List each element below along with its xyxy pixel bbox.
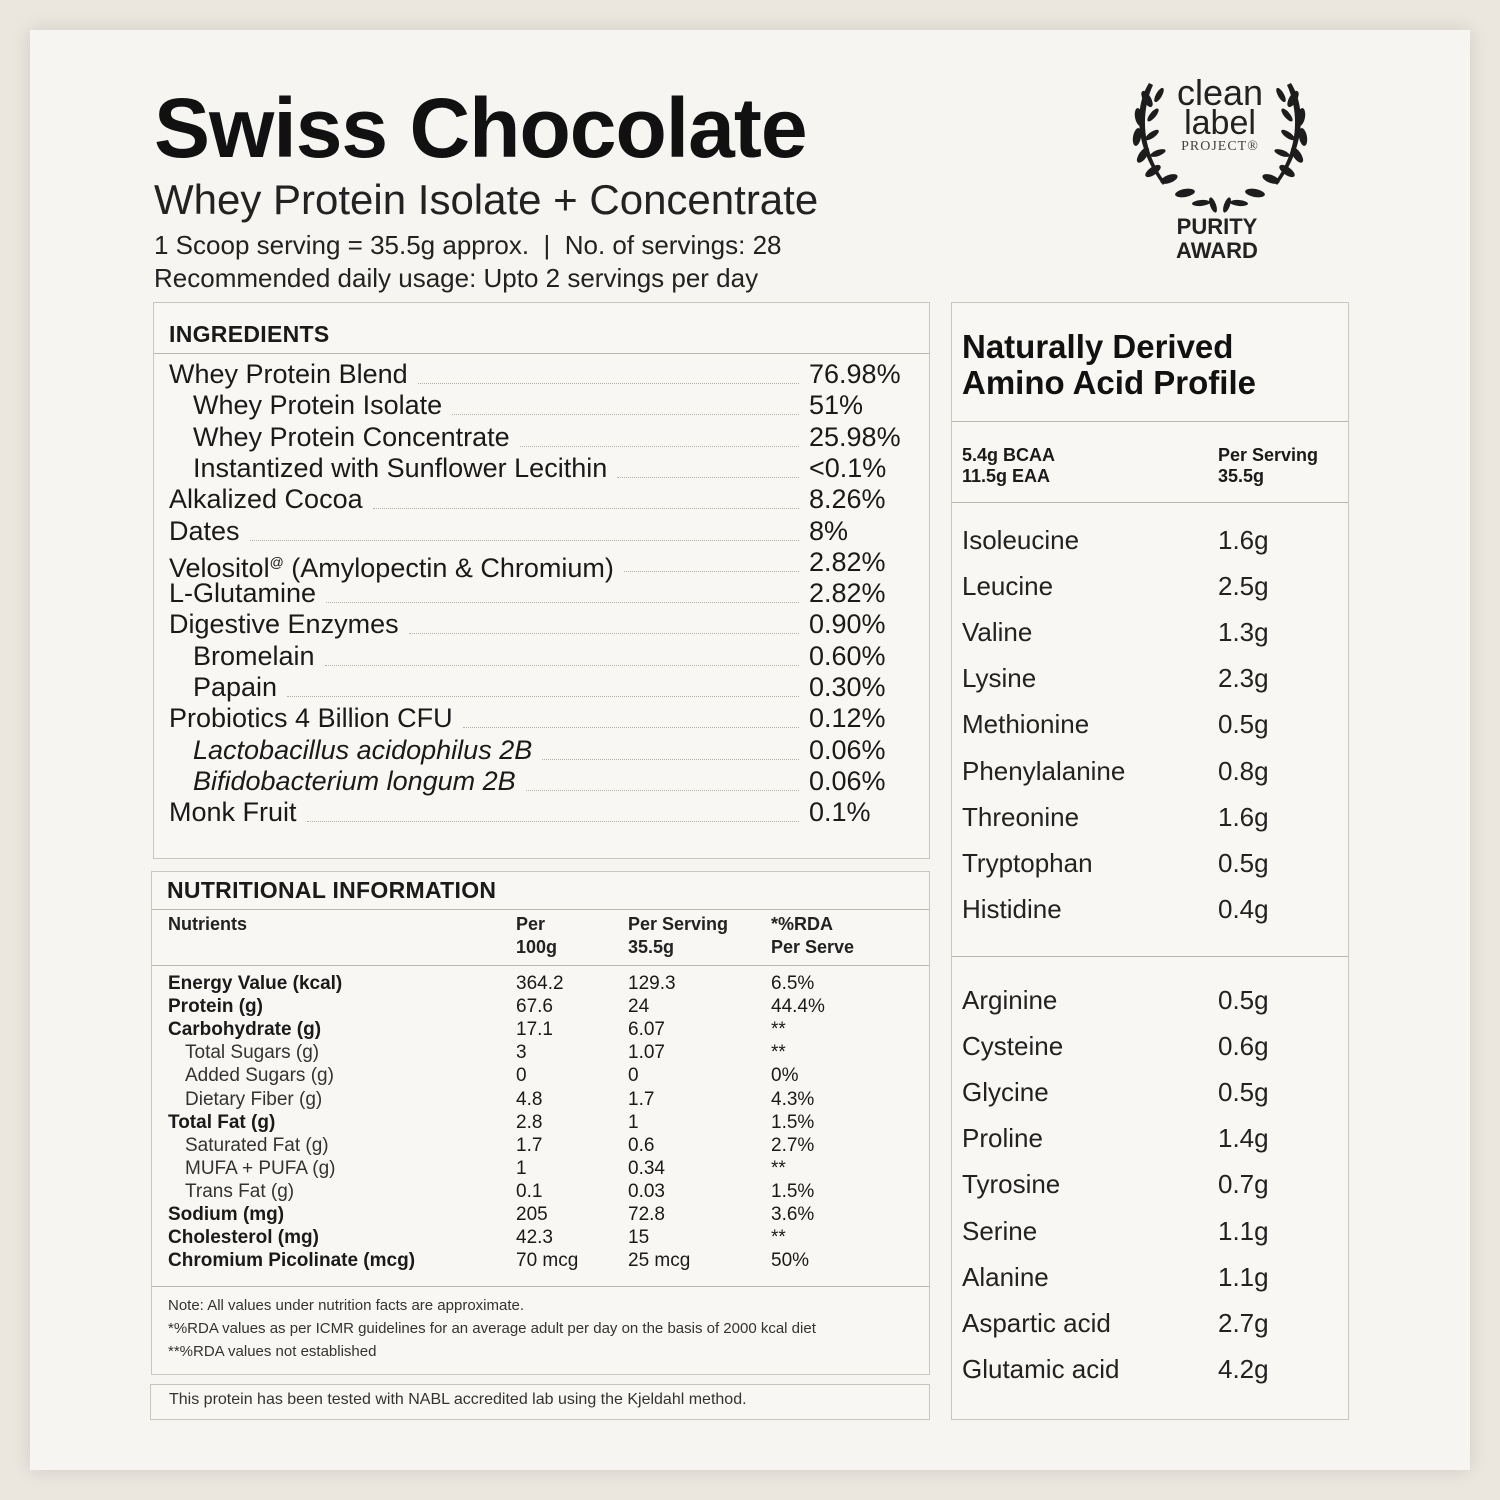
value-per-100g: 67.6: [516, 996, 553, 1018]
ingredient-percent: 2.82%: [809, 578, 886, 609]
value-rda: **: [771, 1042, 786, 1064]
value-rda: 6.5%: [771, 973, 815, 994]
ingredient-row: [154, 609, 929, 640]
note-rda-icmr: *%RDA values as per ICMR guidelines for an average adult per day on the basis of 2000 kcal diet: [168, 1320, 816, 1337]
col-header-per100g: [516, 913, 557, 959]
ingredient-percent: 51%: [809, 390, 864, 421]
amino-acid-name: Threonine: [962, 801, 1080, 832]
amino-acid-name: Serine: [962, 1215, 1038, 1246]
amino-acid-name: Proline: [962, 1123, 1043, 1154]
dot-leader: [526, 790, 799, 791]
dot-leader: [418, 383, 799, 384]
amino-acid-name: Tyrosine: [962, 1169, 1061, 1200]
col-header-rda: [771, 913, 854, 959]
ingredient-name: [169, 516, 240, 547]
amino-acid-name: Cysteine: [962, 1031, 1064, 1062]
amino-acid-row: [952, 704, 1348, 744]
amino-acid-value: 2.5g: [1218, 571, 1269, 602]
ingredient-percent: 25.98%: [809, 421, 901, 452]
amino-acid-value: 0.5g: [1218, 847, 1269, 878]
dot-leader: [250, 540, 799, 541]
dot-leader: [326, 602, 799, 603]
amino-acid-row: [952, 797, 1348, 837]
ingredient-name-text: Whey Protein Isolate: [193, 390, 443, 421]
ingredient-name-text: Probiotics 4 Billion CFU: [169, 703, 453, 734]
ingredient-row: [154, 422, 929, 453]
ingredient-name-text: Lactobacillus acidophilus 2B: [193, 734, 533, 765]
amino-acid-row: [952, 1257, 1348, 1297]
ingredient-row: [154, 641, 929, 672]
ingredient-percent: 0.1%: [809, 797, 871, 828]
value-per-serving: 129.3: [628, 973, 676, 994]
amino-acid-row: [952, 980, 1348, 1020]
amino-acid-value: 1.6g: [1218, 525, 1269, 555]
table-row: [152, 995, 929, 1018]
usage-info: Recommended daily usage: Upto 2 servings per day: [154, 263, 759, 293]
amino-acid-name: Glycine: [962, 1077, 1049, 1108]
ingredient-percent: 0.06%: [809, 734, 886, 765]
ingredient-name: [193, 672, 277, 703]
ingredient-row: [154, 766, 929, 797]
value-rda: 1.5%: [771, 1111, 815, 1133]
amino-per-serving-header: [1218, 445, 1318, 487]
value-per-100g: 364.2: [516, 973, 564, 994]
ingredient-percent: 0.60%: [809, 640, 886, 671]
seal-text-purity: PURITY: [1176, 214, 1258, 239]
amino-acid-panel: [951, 302, 1349, 1420]
ingredient-name: [169, 484, 363, 515]
col-header-per-serving: [628, 913, 728, 959]
table-row: [152, 1134, 929, 1157]
amino-acid-value: 0.5g: [1218, 709, 1269, 740]
ingredient-row: [154, 453, 929, 484]
ingredient-row: [154, 735, 929, 766]
col-header-rda-line1: *%RDA: [771, 914, 834, 934]
dot-leader: [409, 633, 799, 634]
ingredient-percent: 8.26%: [809, 484, 886, 515]
nutrient-name: Protein (g): [168, 996, 263, 1018]
seal-text-label: label: [1184, 104, 1256, 142]
table-row: [152, 1203, 929, 1226]
nutrient-name: Energy Value (kcal): [168, 973, 343, 994]
divider: [152, 1286, 929, 1287]
ingredient-name: [193, 641, 315, 672]
value-per-100g: 4.8: [516, 1088, 543, 1110]
ingredient-percent: 0.30%: [809, 672, 886, 702]
ingredient-row: [154, 390, 929, 421]
amino-acid-row: [952, 1118, 1348, 1158]
amino-per-serving-line1: Per Serving: [1218, 445, 1319, 465]
amino-title-line1: Naturally Derived: [962, 328, 1234, 365]
col-header-per-serving-line1: Per Serving: [628, 914, 729, 934]
value-rda: **: [771, 1157, 786, 1179]
amino-acid-row: [952, 1211, 1348, 1251]
value-per-serving: 24: [628, 996, 650, 1018]
amino-acid-value: 0.7g: [1218, 1169, 1269, 1200]
nutrition-panel: [151, 871, 930, 1375]
ingredient-name: [169, 578, 316, 609]
nutrient-name: Dietary Fiber (g): [185, 1088, 323, 1110]
amino-acid-name: Leucine: [962, 571, 1054, 602]
value-per-serving: 0.6: [628, 1134, 655, 1156]
value-per-100g: 42.3: [516, 1227, 553, 1249]
ingredient-row: [154, 546, 929, 583]
value-per-100g: 205: [516, 1204, 548, 1225]
dot-leader: [542, 759, 799, 760]
amino-acid-row: [952, 612, 1348, 652]
amino-acid-value: 0.8g: [1218, 755, 1269, 786]
value-per-serving: 1: [628, 1111, 639, 1133]
label-page: [30, 30, 1470, 1470]
note-approximate: Note: All values under nutrition facts are approximate.: [168, 1297, 525, 1314]
value-rda: **: [771, 1227, 786, 1249]
dot-leader: [307, 821, 799, 822]
value-per-serving: 1.7: [628, 1088, 655, 1110]
nutrient-name: Chromium Picolinate (mcg): [168, 1250, 416, 1272]
value-per-100g: 3: [516, 1042, 527, 1064]
amino-acid-value: 2.3g: [1218, 663, 1269, 694]
ingredient-percent: <0.1%: [809, 452, 887, 483]
seal-text-project: PROJECT®: [1181, 139, 1259, 154]
value-rda: 4.3%: [771, 1088, 815, 1110]
divider: [152, 965, 929, 966]
amino-acid-value: 1.4g: [1218, 1123, 1269, 1154]
amino-acid-name: Lysine: [962, 663, 1037, 694]
ingredient-percent: 76.98%: [809, 359, 901, 389]
ingredient-name-text: Monk Fruit: [169, 797, 297, 828]
amino-acid-name: Isoleucine: [962, 525, 1080, 555]
col-header-per100g-line1: Per: [516, 914, 546, 934]
ingredient-name-text: Whey Protein Blend: [169, 359, 408, 389]
ingredient-name-text: Digestive Enzymes: [169, 609, 399, 640]
col-header-per100g-line2: 100g: [516, 937, 558, 957]
value-rda: 50%: [771, 1250, 810, 1272]
table-row: [152, 1180, 929, 1203]
ingredient-row: [154, 578, 929, 609]
value-per-serving: 6.07: [628, 1019, 665, 1041]
amino-acid-value: 1.3g: [1218, 617, 1269, 648]
dot-leader: [287, 696, 799, 697]
seal-text-award: AWARD: [1176, 238, 1258, 263]
ingredient-trademark: @: [269, 553, 284, 570]
dot-leader: [624, 571, 799, 572]
dot-leader: [325, 665, 799, 666]
value-rda: **: [771, 1019, 786, 1041]
amino-acid-row: [952, 889, 1348, 929]
value-rda: 2.7%: [771, 1134, 815, 1156]
value-per-serving: 1.07: [628, 1042, 665, 1064]
col-header-rda-line2: Per Serve: [771, 937, 855, 957]
table-row: [152, 1157, 929, 1180]
value-per-100g: 0: [516, 1065, 527, 1087]
col-header-per-serving-line2: 35.5g: [628, 937, 675, 957]
amino-title-line2: Amino Acid Profile: [962, 364, 1256, 401]
amino-acid-value: 1.6g: [1218, 801, 1269, 832]
amino-acid-name: Aspartic acid: [962, 1307, 1111, 1338]
value-rda: 1.5%: [771, 1180, 815, 1202]
amino-acid-name: Arginine: [962, 985, 1058, 1015]
amino-acid-value: 0.5g: [1218, 1077, 1269, 1108]
page-title: Swiss Chocolate: [154, 81, 807, 175]
value-per-serving: 0.34: [628, 1157, 665, 1179]
amino-acid-value: 2.7g: [1218, 1307, 1269, 1338]
table-row: [152, 1226, 929, 1249]
table-row: [152, 972, 929, 995]
value-per-100g: 0.1: [516, 1180, 543, 1202]
bcaa-total: 5.4g BCAA: [962, 445, 1056, 465]
col-header-nutrients: Nutrients: [168, 914, 248, 934]
value-rda: 3.6%: [771, 1204, 815, 1225]
value-per-serving: 72.8: [628, 1204, 665, 1225]
amino-acid-value: 1.1g: [1218, 1261, 1269, 1292]
ingredient-percent: 0.06%: [809, 765, 886, 796]
ingredient-percent: 0.12%: [809, 703, 886, 734]
ingredient-name-text: L-Glutamine: [169, 578, 317, 609]
amino-acid-row: [952, 1349, 1348, 1389]
ingredients-title: INGREDIENTS: [169, 321, 330, 347]
seal-text-clean: clean: [1176, 72, 1264, 113]
amino-acid-row: [952, 520, 1348, 560]
ingredient-name: [169, 359, 408, 390]
amino-acid-row: [952, 843, 1348, 883]
ingredient-name: [169, 703, 453, 734]
amino-acid-row: [952, 566, 1348, 606]
table-row: [152, 1249, 929, 1272]
ingredient-percent: 2.82%: [809, 546, 886, 577]
dot-leader: [617, 477, 799, 478]
amino-acid-row: [952, 1164, 1348, 1204]
value-per-serving: 0: [628, 1065, 639, 1087]
value-per-100g: 1.7: [516, 1134, 543, 1156]
product-subtitle: Whey Protein Isolate + Concentrate: [154, 176, 819, 223]
ingredient-name-text: Papain: [193, 672, 278, 702]
ingredient-row: [154, 703, 929, 734]
ingredient-name: [169, 797, 297, 828]
value-per-serving: 15: [628, 1227, 650, 1249]
amino-acid-name: Histidine: [962, 893, 1062, 924]
ingredient-name-text: Whey Protein Concentrate: [193, 421, 510, 452]
value-rda: 44.4%: [771, 996, 825, 1018]
amino-acid-value: 1.1g: [1218, 1215, 1269, 1246]
table-row: [152, 1111, 929, 1134]
dot-leader: [463, 727, 799, 728]
ingredient-name: [193, 453, 607, 484]
ingredient-row: [154, 797, 929, 828]
nutrition-title: NUTRITIONAL INFORMATION: [167, 877, 497, 903]
amino-acid-value: 0.4g: [1218, 893, 1269, 924]
dot-leader: [452, 414, 799, 415]
amino-acid-name: Tryptophan: [962, 847, 1093, 878]
ingredient-percent: 8%: [809, 515, 849, 546]
divider: [152, 909, 929, 910]
testing-note: This protein has been tested with NABL accredited lab using the Kjeldahl method.: [169, 1391, 747, 1408]
eaa-total: 11.5g EAA: [962, 466, 1051, 486]
nutrient-name: Cholesterol (mg): [168, 1227, 319, 1249]
value-per-100g: 70 mcg: [516, 1250, 579, 1272]
nutrient-name: Trans Fat (g): [185, 1180, 295, 1202]
dot-leader: [373, 508, 799, 509]
dot-leader: [520, 446, 799, 447]
table-row: [152, 1088, 929, 1111]
amino-acid-row: [952, 658, 1348, 698]
ingredient-name-text: Bromelain: [193, 640, 315, 671]
seal-award-text: [1125, 215, 1309, 263]
ingredient-row: [154, 516, 929, 547]
value-per-100g: 17.1: [516, 1019, 553, 1041]
nutrient-name: Total Fat (g): [168, 1111, 276, 1133]
ingredient-percent: 0.90%: [809, 609, 886, 640]
nutrient-name: Saturated Fat (g): [185, 1134, 329, 1156]
divider: [154, 353, 929, 354]
ingredient-name-text: Dates: [169, 515, 240, 546]
amino-acid-value: 0.5g: [1218, 985, 1269, 1015]
ingredient-name-text: Instantized with Sunflower Lecithin: [193, 452, 608, 483]
ingredient-name-text: Bifidobacterium longum 2B: [193, 765, 516, 796]
amino-acid-name: Valine: [962, 617, 1033, 648]
value-per-100g: 2.8: [516, 1111, 543, 1133]
amino-acid-row: [952, 1026, 1348, 1066]
amino-per-serving-line2: 35.5g: [1218, 466, 1265, 486]
amino-acid-name: Phenylalanine: [962, 755, 1126, 786]
divider: [952, 421, 1348, 422]
amino-acid-row: [952, 1072, 1348, 1112]
table-row: [152, 1018, 929, 1041]
amino-acid-value: 4.2g: [1218, 1353, 1269, 1384]
amino-acid-name: Methionine: [962, 709, 1090, 740]
ingredient-name: [193, 390, 442, 421]
value-per-100g: 1: [516, 1157, 527, 1179]
nutrient-name: Total Sugars (g): [185, 1042, 320, 1064]
ingredient-row: [154, 359, 929, 390]
value-per-serving: 0.03: [628, 1180, 665, 1202]
amino-acid-row: [952, 1303, 1348, 1343]
serving-info: 1 Scoop serving = 35.5g approx. | No. of servings: 28: [154, 230, 782, 260]
note-rda-not-established: **%RDA values not established: [168, 1343, 377, 1360]
nutrient-name: MUFA + PUFA (g): [185, 1157, 336, 1179]
amino-acid-name: Alanine: [962, 1261, 1049, 1292]
table-row: [152, 1041, 929, 1064]
ingredients-panel: [153, 302, 930, 859]
amino-acid-name: Glutamic acid: [962, 1353, 1120, 1384]
ingredient-row: [154, 672, 929, 703]
amino-acid-row: [952, 751, 1348, 791]
divider: [952, 502, 1348, 503]
ingredient-name-text: Velositol: [169, 552, 270, 583]
ingredient-name-text: Alkalized Cocoa: [169, 484, 363, 515]
nutrient-name: Carbohydrate (g): [168, 1019, 322, 1041]
ingredient-name: [193, 422, 510, 453]
clean-label-seal: [1125, 72, 1315, 275]
nutrient-name: Sodium (mg): [168, 1204, 285, 1225]
ingredient-name: [169, 609, 399, 640]
bcaa-eaa-summary: [962, 445, 1055, 487]
value-per-serving: 25 mcg: [628, 1250, 691, 1272]
value-rda: 0%: [771, 1065, 799, 1087]
ingredient-name: [193, 735, 532, 766]
ingredient-row: [154, 484, 929, 515]
amino-title: [962, 329, 1256, 401]
divider: [952, 956, 1348, 957]
ingredient-name: [193, 766, 516, 797]
ingredient-name-suffix: (Amylopectin & Chromium): [283, 552, 614, 583]
table-row: [152, 1064, 929, 1087]
nutrient-name: Added Sugars (g): [185, 1065, 334, 1087]
testing-note-box: [150, 1384, 930, 1420]
amino-acid-value: 0.6g: [1218, 1031, 1269, 1062]
